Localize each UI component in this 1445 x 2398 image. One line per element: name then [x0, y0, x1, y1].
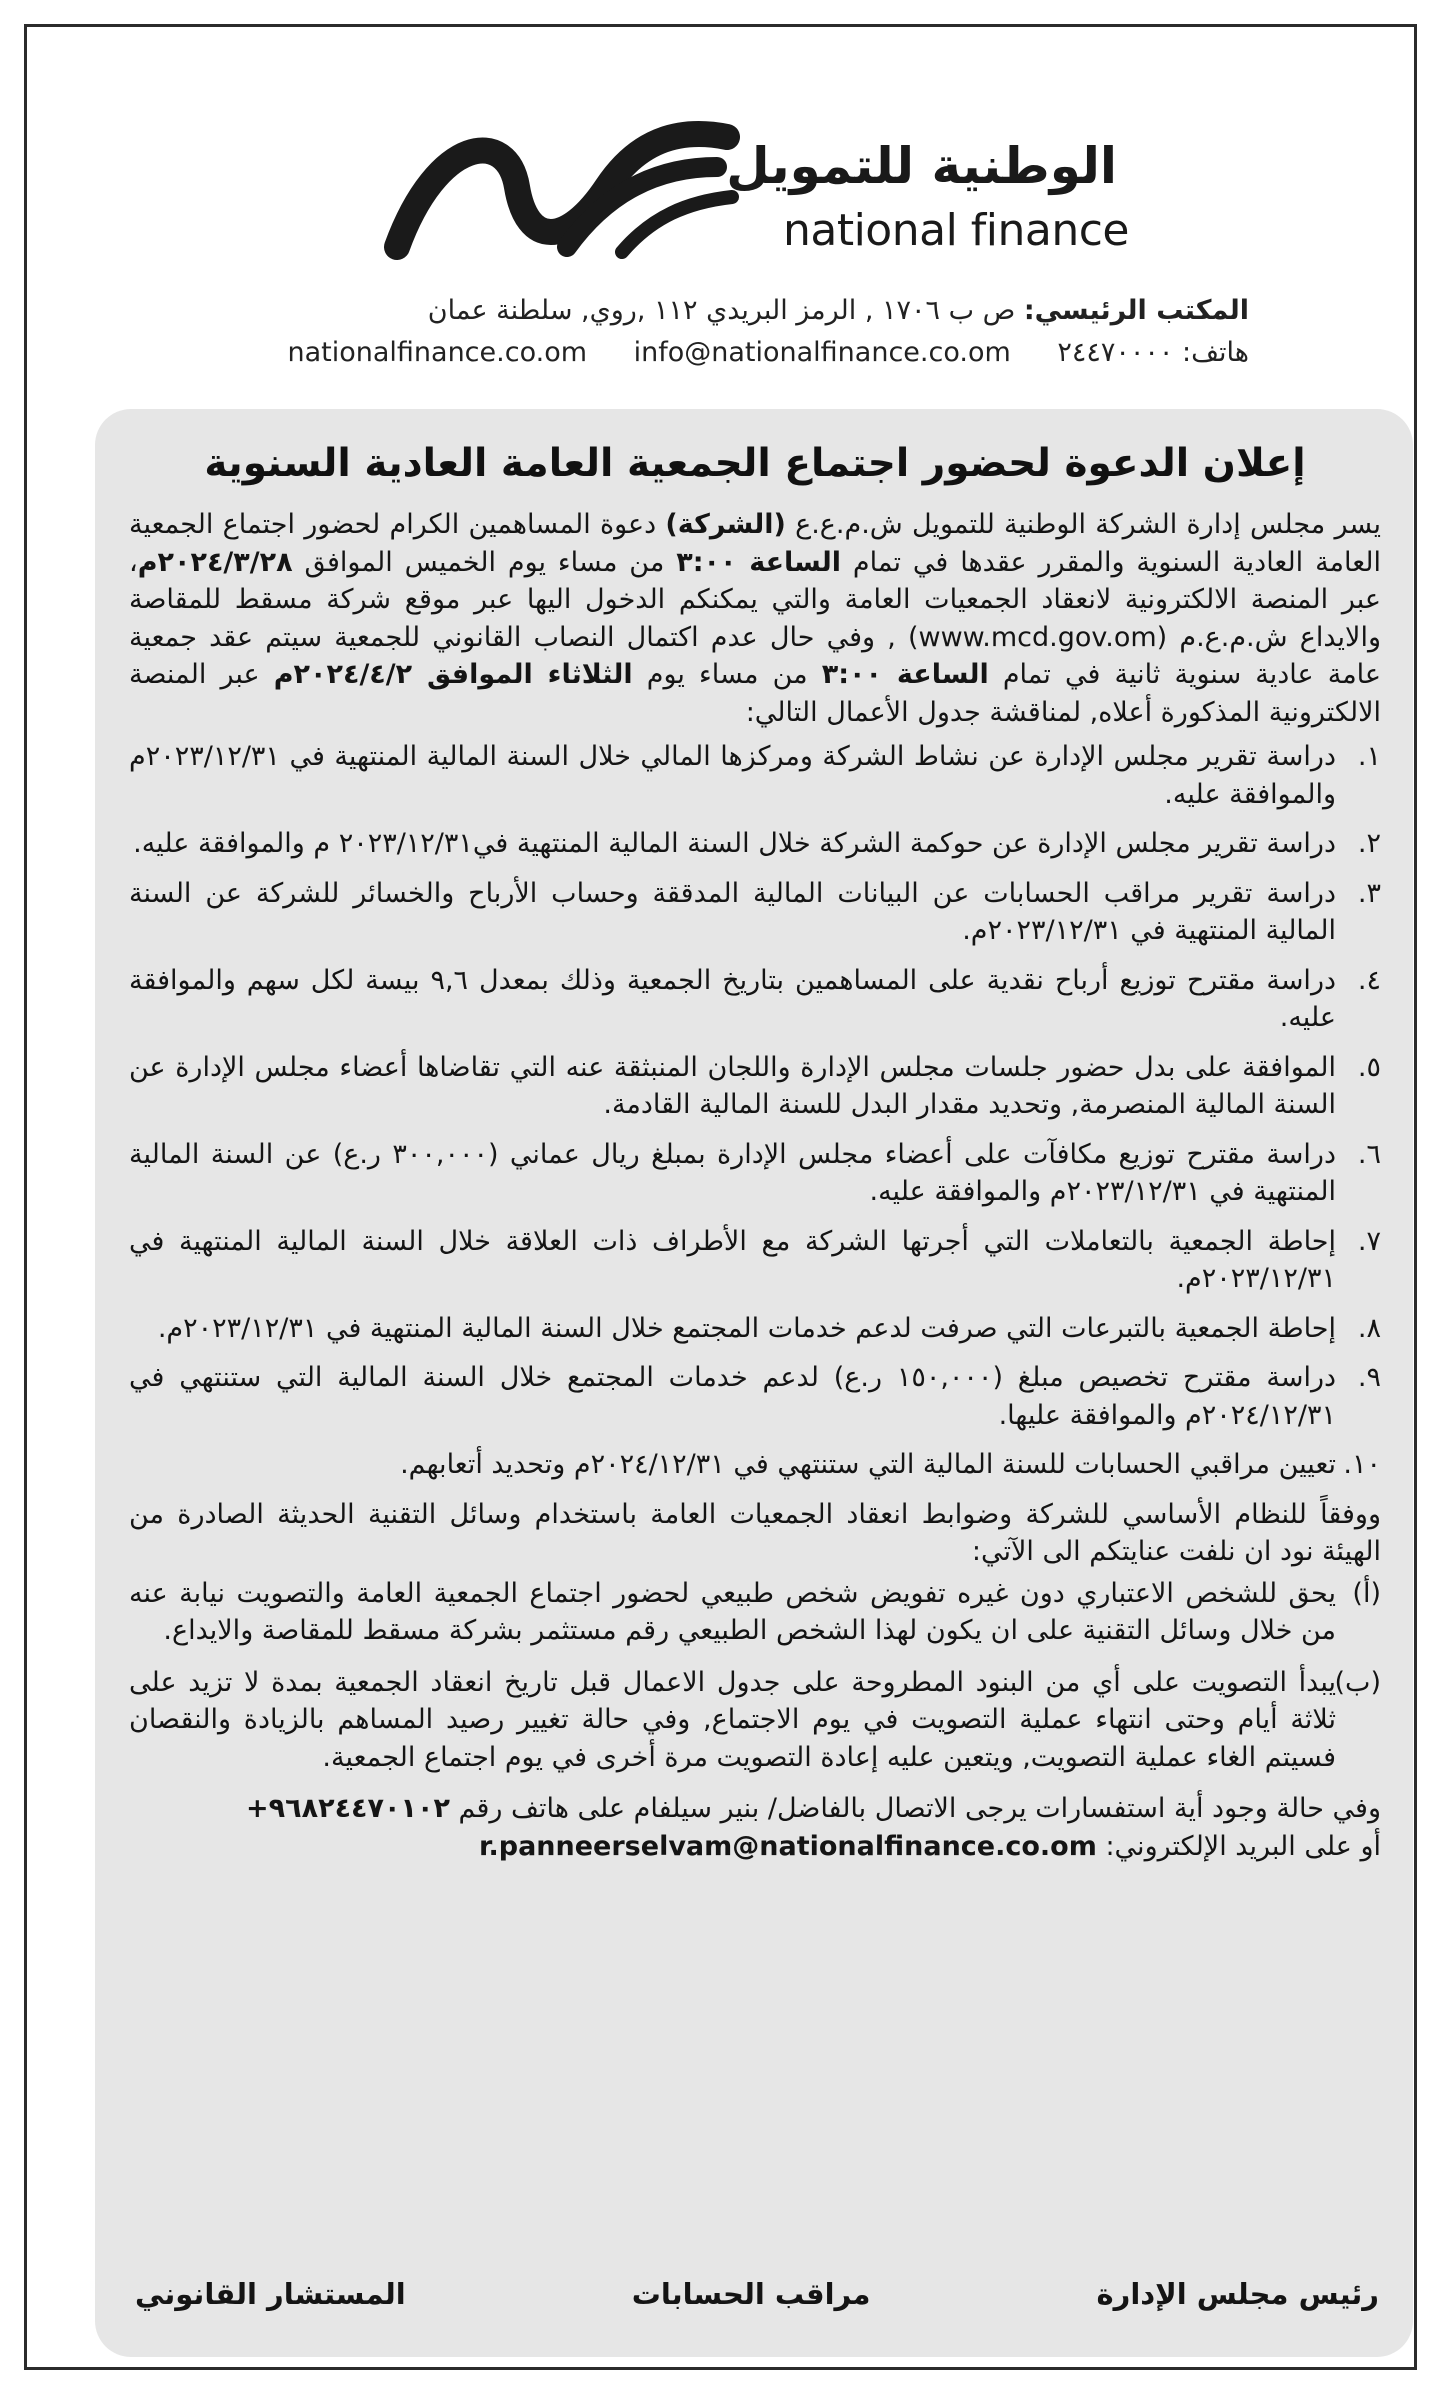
agenda-item — [129, 875, 1381, 950]
logo-swoosh-icon — [367, 97, 747, 287]
intro-paragraph — [129, 506, 1381, 731]
note-item — [129, 1575, 1381, 1650]
phone-number: هاتف: ٢٤٤٧٠٠٠٠ — [1057, 337, 1249, 368]
agenda-text: إحاطة الجمعية بالتبرعات التي صرفت لدعم خدمات المجتمع خلال السنة المالية المنتهية في ٢٠٢٣/١٢/٣١م. — [157, 1312, 1336, 1344]
header-contact-line — [119, 337, 1249, 368]
intro-text-1: يسر مجلس إدارة الشركة الوطنية للتمويل ش.م.ع.ع — [785, 509, 1381, 540]
agenda-number: ١. — [1357, 741, 1381, 772]
agenda-number: ١٠. — [1343, 1449, 1381, 1480]
meeting-time-2: الساعة ٣:٠٠ — [821, 659, 989, 690]
agenda-item — [129, 1049, 1381, 1124]
intro-text-4: ، عبر المنصة الالكترونية لانعقاد الجمعيات العامة والتي يمكنكم الدخول اليها عبر موقع شركة مسقط للمقاصة والايداع ش.م.ع.م (www.mcd.gov.om) , وفي حال عدم اكتمال النصاب القانوني للجمعية سيتم عقد جمعية عامة عادية سنوية ثانية في تمام — [129, 546, 1382, 690]
company-logo — [367, 97, 1147, 287]
head-office-address — [428, 295, 1249, 326]
inquiry-text-1: وفي حالة وجود أية استفسارات يرجى الاتصال بالفاضل/ بنير سيلفام على هاتف رقم — [449, 1793, 1381, 1824]
notice-panel — [95, 409, 1413, 2357]
inquiry-contact — [129, 1790, 1381, 1865]
signature-legal-advisor: المستشار القانوني — [135, 2277, 406, 2311]
agenda-text: دراسة تقرير مجلس الإدارة عن حوكمة الشركة خلال السنة المالية المنتهية في٢٠٢٣/١٢/٣١ م والموافقة عليه. — [133, 828, 1336, 859]
agenda-item — [129, 1310, 1381, 1348]
agenda-item — [129, 1223, 1381, 1298]
agenda-text: دراسة تقرير مجلس الإدارة عن نشاط الشركة ومركزها المالي خلال السنة المالية المنتهية في ٢٠٢٣/١٢/٣١م والموافقة عليه. — [129, 741, 1336, 810]
regulation-paragraph: ووفقاً للنظام الأساسي للشركة وضوابط انعقاد الجمعيات العامة باستخدام وسائل التقنية الحديثة الصادرة من الهيئة نود ان نلفت عنايتكم الى الآتي: — [129, 1498, 1381, 1567]
note-label: (ب) — [1334, 1666, 1381, 1698]
agenda-number: ٩. — [1357, 1362, 1381, 1393]
notes-list — [129, 1575, 1381, 1777]
agenda-item — [129, 1446, 1381, 1484]
meeting-date-1: ٢٠٢٤/٣/٢٨م — [137, 546, 293, 578]
note-text: يحق للشخص الاعتباري دون غيره تفويض شخص طبيعي لحضور اجتماع الجمعية العامة والتصويت نيابة عنه من خلال وسائل التقنية على ان يكون لهذا الشخص الطبيعي رقم مستثمر بشركة مسقط للمقاصة والايداع. — [129, 1577, 1336, 1646]
agenda-text: الموافقة على بدل حضور جلسات مجلس الإدارة واللجان المنبثقة عنه التي تقاضاها أعضاء مجلس الإدارة عن السنة المالية المنصرمة, وتحديد مقدار البدل للسنة المالية القادمة. — [129, 1051, 1336, 1120]
agenda-item — [129, 825, 1381, 863]
notice-frame — [24, 24, 1417, 2370]
note-item — [129, 1664, 1381, 1777]
website-link[interactable]: nationalfinance.co.om — [287, 337, 588, 368]
agenda-number: ٣. — [1357, 877, 1381, 909]
company-label: (الشركة) — [665, 509, 786, 540]
agenda-text: دراسة مقترح تخصيص مبلغ (١٥٠,٠٠٠ ر.ع) لدعم خدمات المجتمع خلال السنة المالية التي ستنتهي في ٢٠٢٤/١٢/٣١م والموافقة عليها. — [129, 1362, 1337, 1431]
agenda-text: تعيين مراقبي الحسابات للسنة المالية التي ستنتهي في ٢٠٢٤/١٢/٣١م وتحديد أتعابهم. — [400, 1449, 1336, 1480]
intro-text-3: من مساء يوم الخميس الموافق — [292, 546, 677, 578]
agenda-number: ٥. — [1357, 1051, 1381, 1083]
agenda-number: ٦. — [1357, 1138, 1381, 1170]
address-text: ص ب ١٧٠٦ , الرمز البريدي ١١٢ ,روي, سلطنة عمان — [427, 295, 1024, 326]
agenda-text: دراسة تقرير مراقب الحسابات عن البيانات المالية المدققة وحساب الأرباح والخسائر للشركة عن السنة المالية المنتهية في ٢٠٢٣/١٢/٣١م. — [129, 877, 1336, 946]
agenda-text: إحاطة الجمعية بالتعاملات التي أجرتها الشركة مع الأطراف ذات العلاقة خلال السنة المالية المنتهية في ٢٠٢٣/١٢/٣١م. — [129, 1225, 1336, 1294]
intro-text-2: دعوة المساهمين الكرام لحضور اجتماع الجمعية العامة العادية السنوية والمقرر عقدها في تمام — [129, 509, 1381, 578]
agenda-number: ٧. — [1357, 1225, 1381, 1257]
meeting-time-1: الساعة ٣:٠٠ — [676, 546, 842, 578]
signature-auditor: مراقب الحسابات — [631, 2277, 871, 2311]
note-label: (أ) — [1352, 1577, 1381, 1609]
inquiry-text-2: أو على البريد الإلكتروني: — [1096, 1830, 1381, 1862]
agenda-item — [129, 738, 1381, 813]
inquiry-phone: ٩٦٨٢٤٤٧٠١٠٢+ — [246, 1793, 450, 1824]
notice-title: إعلان الدعوة لحضور اجتماع الجمعية العامة العادية السنوية — [204, 441, 1306, 486]
agenda-text: دراسة مقترح توزيع أرباح نقدية على المساهمين بتاريخ الجمعية وذلك بمعدل ٩,٦ بيسة لكل سهم والموافقة عليه. — [129, 964, 1337, 1033]
signature-chairman: رئيس مجلس الإدارة — [1096, 2277, 1379, 2311]
brand-name-arabic: الوطنية للتمويل — [726, 137, 1117, 195]
agenda-number: ٨. — [1357, 1312, 1381, 1344]
agenda-item — [129, 1359, 1381, 1434]
signature-row — [135, 2277, 1379, 2311]
address-label: المكتب الرئيسي: — [1023, 295, 1249, 326]
agenda-number: ٤. — [1357, 964, 1381, 996]
meeting-date-2: الثلاثاء الموافق ٢٠٢٤/٤/٢م — [273, 659, 633, 690]
intro-text-5: من مساء يوم — [632, 659, 822, 690]
agenda-item — [129, 962, 1381, 1037]
agenda-item — [129, 1136, 1381, 1211]
agenda-text: دراسة مقترح توزيع مكافآت على أعضاء مجلس الإدارة بمبلغ ريال عماني (٣٠٠,٠٠٠ ر.ع) عن السنة المالية المنتهية في ٢٠٢٣/١٢/٣١م والموافقة عليه. — [129, 1138, 1336, 1207]
intro-text-6: عبر المنصة الالكترونية المذكورة أعلاه, لمناقشة جدول الأعمال التالي: — [129, 659, 1381, 728]
email-link[interactable]: info@nationalfinance.co.om — [633, 337, 1011, 368]
agenda-list — [129, 738, 1381, 1484]
inquiry-email-link[interactable]: r.panneerselvam@nationalfinance.co.om — [479, 1830, 1097, 1862]
agenda-number: ٢. — [1357, 828, 1381, 859]
brand-name-english: national finance — [782, 205, 1129, 256]
note-text: يبدأ التصويت على أي من البنود المطروحة على جدول الاعمال قبل تاريخ انعقاد الجمعية بمدة لا تزيد على ثلاثة أيام وحتى انتهاء عملية التصويت في يوم الاجتماع, وفي حالة تغيير رصيد المساهم بالزيادة والنقصان فسيتم الغاء عملية التصويت, ويتعين عليه إعادة التصويت مرة أخرى في يوم اجتماع الجمعية. — [129, 1666, 1336, 1773]
